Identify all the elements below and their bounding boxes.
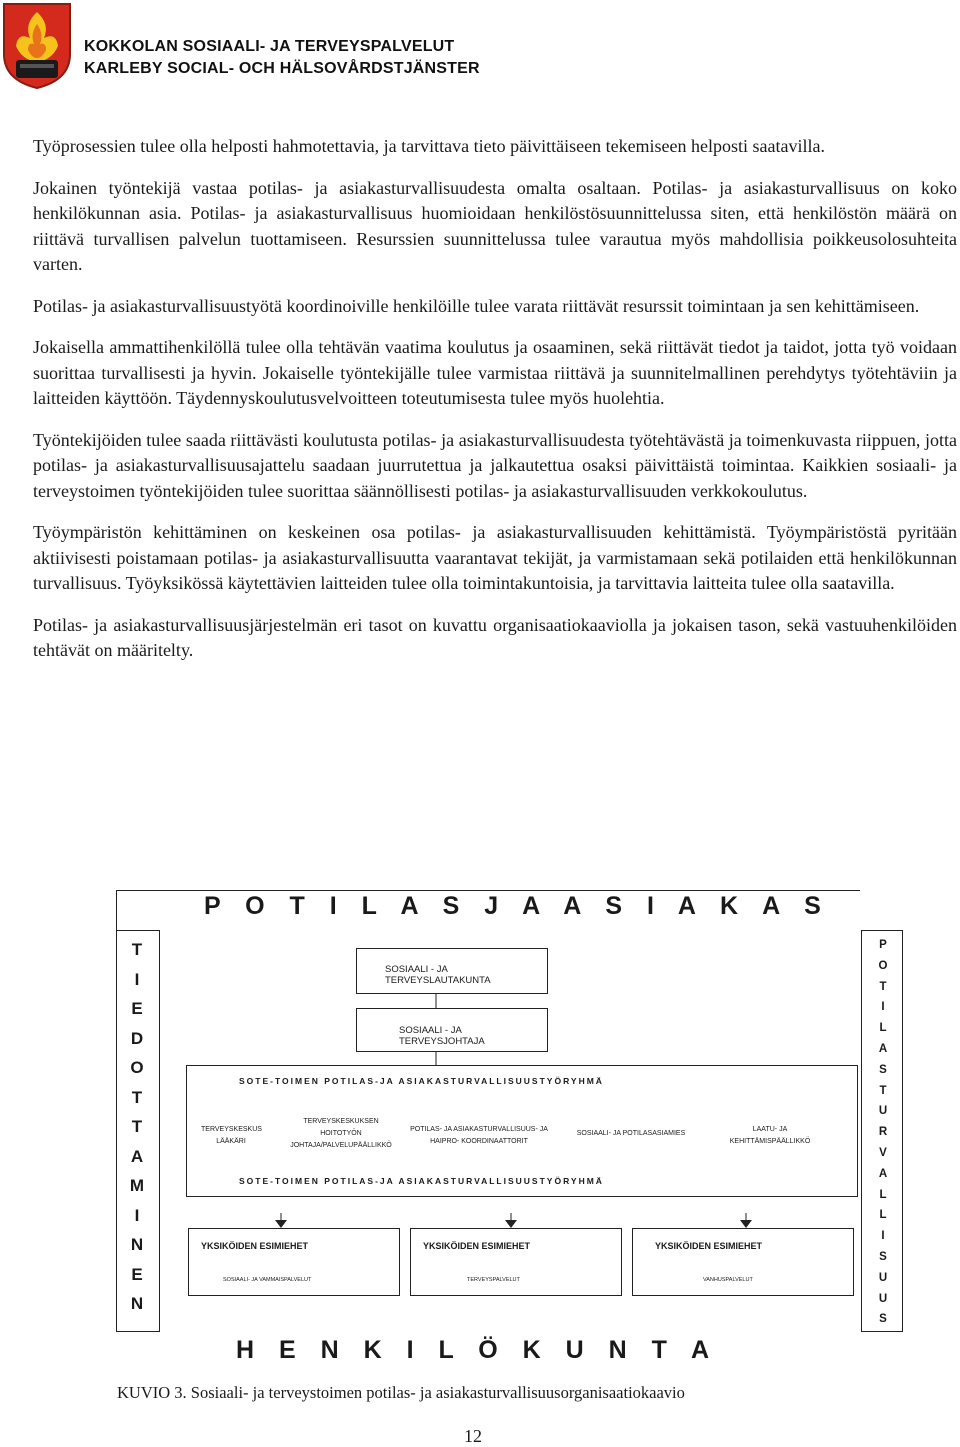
unit-box-elderly (632, 1228, 854, 1296)
unit-box-social (188, 1228, 400, 1296)
director-box (356, 1008, 548, 1052)
member-nursing-director: TERVEYSKESKUKSEN HOITOTYÖN JOHTAJA/PALVELUPÄÄLLIKKÖ (290, 1118, 392, 1149)
member-ombudsman: SOSIAALI- JA POTILASASIAMIES (576, 1130, 686, 1137)
page-number: 12 (464, 1426, 482, 1446)
unit-title: YKSIKÖIDEN ESIMIEHET (655, 1241, 763, 1251)
unit-sub: TERVEYSPALVELUT (467, 1277, 520, 1283)
paragraph: Työprosessien tulee olla helposti hahmotettavia, ja tarvittava tieto päivittäiseen tekemiseen helposti saatavilla. (33, 136, 825, 156)
paragraph: Potilas- ja asiakasturvallisuustyötä koordinoiville henkilöille tulee varata riittävät resurssit toimintaan ja sen kehittämiseen. (33, 295, 920, 316)
working-group-box (186, 1065, 858, 1197)
working-group-title-bottom: SOTE-TOIMEN POTILAS-JA ASIAKASTURVALLISUUSTYÖRYHMÄ (239, 1176, 604, 1186)
organization-name-sv: KARLEBY SOCIAL- OCH HÄLSOVÅRDSTJÄNSTER (84, 60, 480, 77)
diagram-title-staff: H E N K I L Ö K U N T A (236, 1336, 713, 1364)
working-group-title: SOTE-TOIMEN POTILAS-JA ASIAKASTURVALLISUUSTYÖRYHMÄ (239, 1076, 604, 1086)
member-quality-manager: LAATU- JA KEHITTÄMISPÄÄLLIKKÖ (729, 1126, 811, 1145)
director-label: SOSIAALI - JA TERVEYSJOHTAJA (399, 1025, 485, 1047)
paragraph: Jokainen työntekijä vastaa potilas- ja asiakasturvallisuudesta omalta osaltaan. Potilas- ja asiakasturvallisuus on koko henkilökunnan asia. Potilas- ja asiakasturvallisuus huomioidaan henkilöstösuunnittelussa siten, että henkilöstön määrä on riittävä turvallisen palvelun tuottamiseen. Resurssien suunnittelussa tulee varautua myös mahdollisia poikkeusolosuhteita varten. (33, 177, 957, 274)
unit-sub: SOSIAALI- JA VAMMAISPALVELUT (223, 1277, 312, 1283)
member-coordinators: POTILAS- JA ASIAKASTURVALLISUUS- JA HAIPRO- KOORDINAATTORIT (410, 1126, 548, 1145)
page-header (0, 0, 960, 95)
paragraph: Jokaisella ammattihenkilöllä tulee olla tehtävän vaatima koulutus ja osaaminen, sekä riittävät tiedot ja taidot, jotta työ voidaan suorittaa turvallisesti ja hyvin. Jokaiselle työntekijälle tulee varmistaa riittävä ja suunnitelmallinen perehdytys työtehtäviin ja laitteiden käyttöön. Täydennyskoulutusvelvoitteen toteutumisesta tulee myös huolehtia. (33, 337, 957, 408)
coat-of-arms-logo-icon (2, 2, 72, 90)
unit-title: YKSIKÖIDEN ESIMIEHET (201, 1241, 309, 1251)
organization-diagram (116, 890, 901, 1380)
paragraph: Työympäristön kehittäminen on keskeinen osa potilas- ja asiakasturvallisuuden kehittämistä. Työympäristöstä pyritään aktiivisesti poistamaan potilas- ja asiakasturvallisuutta vaarantavat tekijät, ja varmistamaan sekä potilaiden että henkilökunnan turvallisuus. Työyksikössä käytettävien laitteiden tulee olla toimintakuntoisia, ja tarvittavia laitteita tulee olla saatavilla. (33, 522, 957, 593)
unit-sub: VANHUSPALVELUT (703, 1277, 753, 1283)
figure-caption: KUVIO 3. Sosiaali- ja terveystoimen potilas- ja asiakasturvallisuusorganisaatiokaavio (117, 1383, 685, 1402)
unit-title: YKSIKÖIDEN ESIMIEHET (423, 1241, 531, 1251)
board-box (356, 948, 548, 994)
board-label: SOSIAALI - JA TERVEYSLAUTAKUNTA (385, 964, 491, 986)
body-text (33, 134, 957, 680)
paragraph: Työntekijöiden tulee saada riittävästi koulutusta potilas- ja asiakasturvallisuudesta työtehtävästä ja toimenkuvasta riippuen, jotta potilas- ja asiakasturvallisuusajattelu saadaan juurrutettua ja jalkautettua osaksi päivittäistä toimintaa. Kaikkien sosiaali- ja terveystoimen työntekijöiden tulee suorittaa säännöllisesti potilas- ja asiakasturvallisuuden verkkokoulutus. (33, 429, 957, 501)
right-column-label: P O T I L A S T U R V A L L I S U U S (878, 939, 888, 1326)
diagram-title-patient: P O T I L A S J A A S I A K A S (204, 892, 824, 920)
left-column-label: T I E D O T T A M I N E N (129, 940, 145, 1313)
organization-name-fi: KOKKOLAN SOSIAALI- JA TERVEYSPALVELUT (84, 38, 455, 55)
unit-box-health (410, 1228, 622, 1296)
paragraph: Potilas- ja asiakasturvallisuusjärjestelmän eri tasot on kuvattu organisaatiokaaviolla ja jokaisen tason, sekä vastuuhenkilöiden tehtävät on määritelty. (33, 614, 957, 660)
member-physician: TERVEYSKESKUS LÄÄKÄRI (201, 1126, 262, 1145)
